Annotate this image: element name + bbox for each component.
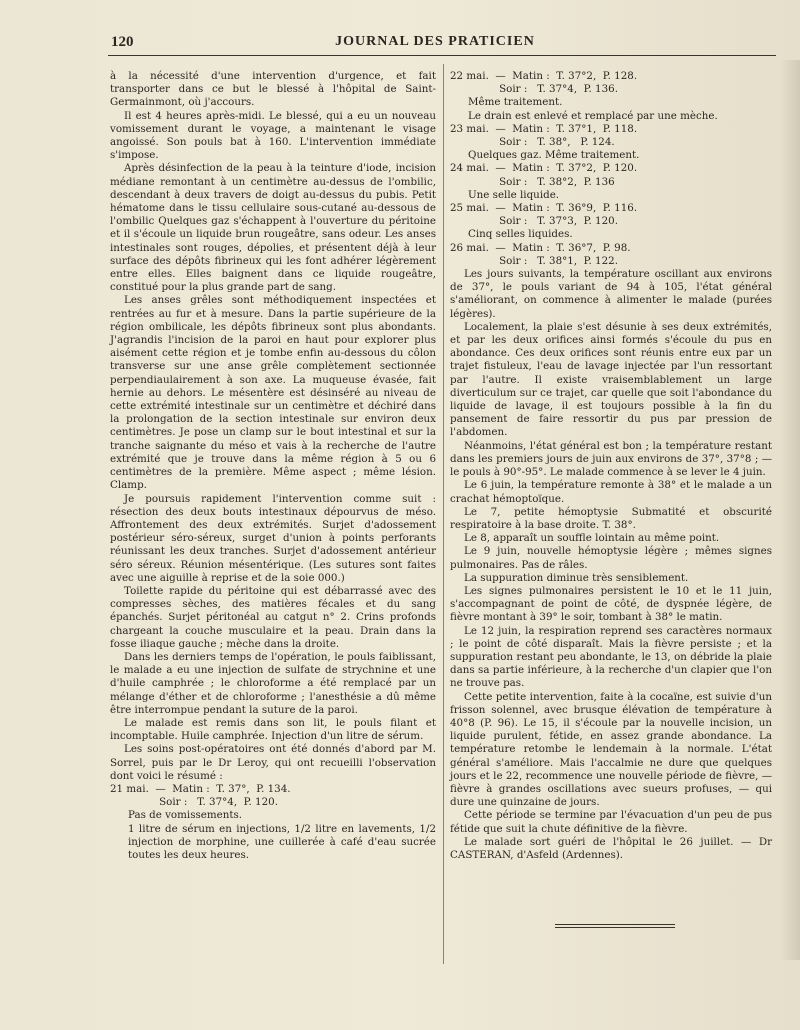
record-note: Même traitement. xyxy=(468,96,563,109)
record-note: Cinq selles liquides. xyxy=(468,228,573,241)
record-line: 22 mai. — Matin : T. 37°2, P. 128. xyxy=(450,70,638,82)
record-line: 26 mai. — Matin : T. 36°7, P. 98. xyxy=(450,241,631,254)
record-note: Pas de vomissements. xyxy=(128,809,243,822)
record-line: 23 mai. — Matin : T. 37°1, P. 118. xyxy=(450,122,638,135)
record-line: Soir : T. 37°3, P. 120. xyxy=(450,215,618,228)
paragraph: Le 7, petite hémoptysie Submatité et obscurité respiratoire à la base droite. T. 38°. xyxy=(450,505,772,531)
paragraph: Le 12 juin, la respiration reprend ses caractères normaux ; le point de côté disparaît. Mais la fièvre persiste ; et la suppuration restant peu abondante, le 13, on débride la plaie dans sa partie inférieure, à la recherche d'un clapier que l'on ne trouve pas. xyxy=(450,624,772,690)
record-note: Quelques gaz. Même traitement. xyxy=(468,149,640,162)
left-column xyxy=(110,70,436,862)
page-number: 120 xyxy=(111,34,134,50)
paragraph: Je poursuis rapidement l'intervention comme suit : résection des deux bouts intestinaux dépourvus de méso. Affrontement des deux extrémités. Surjet d'adossement postérieur séro-séreux, surget d'union à points perforants réunissant les deux tranches. Surjet d'adossement antérieur séro séreux. Réunion mésentérique. (Les sutures sont faites avec une aiguille à reprise et de la soie 000.) xyxy=(110,492,436,584)
paragraph: La suppuration diminue très sensiblement. xyxy=(464,571,689,584)
record-line: Soir : T. 38°2, P. 136 xyxy=(450,175,615,188)
paragraph: Le malade est remis dans son lit, le pouls filant et incomptable. Huile camphrée. Injection d'un litre de sérum. xyxy=(110,716,436,743)
page-edge-shadow xyxy=(780,60,800,960)
right-column xyxy=(450,70,772,862)
record-line: 21 mai. — Matin : T. 37°, P. 134. xyxy=(110,782,291,795)
page-header xyxy=(105,34,765,56)
end-of-article-rule xyxy=(555,924,675,930)
record-line: Soir : T. 38°1, P. 122. xyxy=(450,254,618,267)
column-divider xyxy=(443,64,444,964)
record-note: Une selle liquide. xyxy=(468,188,560,201)
paragraph: Néanmoins, l'état général est bon ; la température restant dans les premiers jours de juin aux environs de 37°, 37°8 ; — le pouls à 90°-95°. Le malade commence à se lever le 4 juin. xyxy=(450,439,772,479)
journal-title: JOURNAL DES PRATICIEN xyxy=(335,34,535,49)
paragraph: Cette petite intervention, faite à la cocaïne, est suivie d'un frisson solennel, avec brusque élévation de température à 40°8 (P. 96). Le 15, il s'écoule par la nouvelle incision, un liquide purulent, fétide, en assez grande abondance. La température retombe le lendemain à la normale. L'état général s'améliore. Mais l'accalmie ne dure que quelques jours et le 22, recommence une nouvelle période de fièvre, — fièvre à grandes oscillations avec sueurs profuses, — qui dure une quinzaine de jours. xyxy=(450,690,772,809)
paragraph: à la nécessité d'une intervention d'urgence, et fait transporter dans ce but le blessé à l'hôpital de Saint-Germainmont, où j'accours. xyxy=(110,70,436,109)
paragraph: Le 8, apparaît un souffle lointain au même point. xyxy=(464,532,720,545)
record-line: 24 mai. — Matin : T. 37°2, P. 120. xyxy=(450,162,638,175)
record-note: 1 litre de sérum en injections, 1/2 litre en lavements, 1/2 injection de morphine, une cuillerée à café d'eau sucrée toutes les deux heures. xyxy=(128,822,436,861)
paragraph: Les anses grêles sont méthodiquement inspectées et rentrées au fur et à mesure. Dans la partie supérieure de la région ombilicale, les dépôts fibrineux sont plus abondants. J'agrandis l'incision de la paroi en haut pour explorer plus aisément cette région et je tombe enfin au-dessous du côlon transverse sur une anse grêle complètement sectionnée perpendiaulairement à son axe. La muqueuse évasée, fait hernie au dehors. Le mésentère est désinséré au niveau de cette extrémité intestinale sur un centimètre et déchiré dans la prolongation de la section intestinale sur environ deux centimètres. Je pose un clamp sur le bout intestinal et sur la tranche saignante du méso et vais à la recherche de l'autre extrémité que je trouve dans la même région à 5 ou 6 centimètres de la première. Même aspect ; même lésion. Clamp. xyxy=(110,294,436,492)
paragraph: Les jours suivants, la température oscillant aux environs de 37°, le pouls variant de 94 à 105, l'état général s'améliorant, on commence à alimenter le malade (purées légères). xyxy=(450,268,772,320)
paragraph: Les signes pulmonaires persistent le 10 et le 11 juin, s'accompagnant de point de côté, de dyspnée légère, de fièvre montant à 39° le soir, tombant à 38° le matin. xyxy=(450,584,772,624)
paragraph: Le 6 juin, la température remonte à 38° et le malade a un crachat hémoptoïque. xyxy=(450,479,772,505)
paragraph: Le malade sort guéri de l'hôpital le 26 juillet. — Dr CASTERAN, d'Asfeld (Ardennes). xyxy=(450,835,772,861)
paragraph: Dans les derniers temps de l'opération, le pouls faiblissant, le malade a eu une injection de sulfate de strychnine et une d'huile camphrée ; le chloroforme a été remplacé par un mélange d'éther et de chloroforme ; l'anesthésie a dû même être interrompue pendant la suture de la paroi. xyxy=(110,650,436,716)
record-line: Soir : T. 38°, P. 124. xyxy=(450,136,615,149)
paragraph: Cette période se termine par l'évacuation d'un peu de pus fétide que suit la chute définitive de la fièvre. xyxy=(450,809,772,835)
record-line: 25 mai. — Matin : T. 36°9, P. 116. xyxy=(450,202,638,215)
record-note: Le drain est enlevé et remplacé par une mèche. xyxy=(468,109,718,122)
paragraph: Les soins post-opératoires ont été donnés d'abord par M. Sorrel, puis par le Dr Leroy, qui ont recueilli l'observation dont voici le résumé : xyxy=(110,743,436,782)
paragraph: Il est 4 heures après-midi. Le blessé, qui a eu un nouveau vomissement durant le voyage, a maintenant le visage angoissé. Son pouls bat à 160. L'intervention immédiate s'impose. xyxy=(110,109,436,162)
record-line: Soir : T. 37°4, P. 120. xyxy=(110,796,278,809)
paragraph: Localement, la plaie s'est désunie à ses deux extrémités, et par les deux orifices ainsi formés s'écoule du pus en abondance. Ces deux orifices sont réunis entre eux par un trajet fistuleux, l'eau de lavage injectée par l'un ressortant par l'autre. Il existe vraisemblablement un large diverticulum sur ce trajet, car quelle que soit l'abondance du liquide de lavage, il est toujours possible à la fin du pansement de faire ressortir du pus par pression de l'abdomen. xyxy=(450,320,772,439)
header-rule xyxy=(108,55,776,56)
paragraph: Le 9 juin, nouvelle hémoptysie légère ; mêmes signes pulmonaires. Pas de râles. xyxy=(450,545,772,571)
paragraph: Toilette rapide du péritoine qui est débarrassé avec des compresses sèches, des matières fécales et du sang épanchés. Surjet péritonéal au catgut n° 2. Crins profonds chargeant la couche musculaire et la peau. Drain dans la fosse iliaque gauche ; mèche dans la droite. xyxy=(110,584,436,650)
record-line: Soir : T. 37°4, P. 136. xyxy=(450,83,618,96)
paragraph: Après désinfection de la peau à la teinture d'iode, incision médiane remontant à un centimètre au-dessus de l'ombilic, descendant à deux travers de doigt au-dessus du pubis. Petit hématome dans le tissu cellulaire sous-cutané au-dessous de l'ombilic Quelques gaz s'échappent à l'ouverture du péritoine et il s'écoule un liquide brun rougeâtre, sans odeur. Les anses intestinales sont rouges, dépolies, et présentent déjà à leur surface des dépôts fibrineux qui les font adhérer légèrement entre elles. Elles baignent dans ce liquide rougeâtre, constitué pour la plus grande part de sang. xyxy=(110,162,436,294)
